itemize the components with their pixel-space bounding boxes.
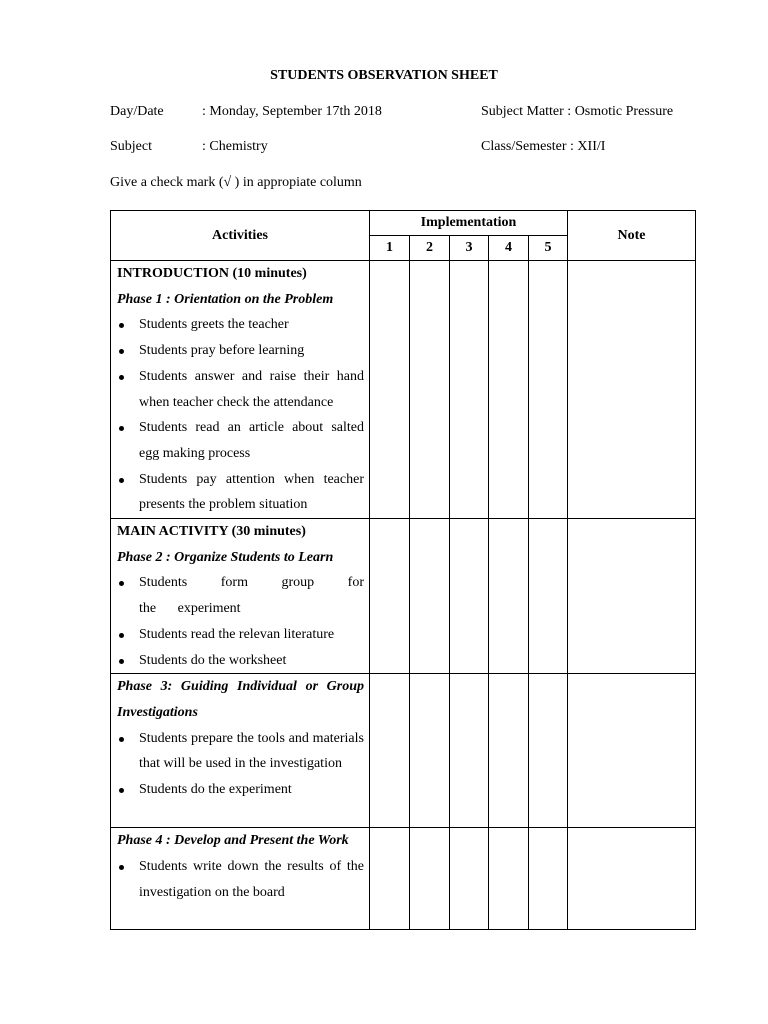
list-item: Students do the experiment xyxy=(117,777,364,803)
list-item: Students read an article about salted egg making process xyxy=(117,415,364,466)
list-item: Students do the worksheet xyxy=(117,648,364,674)
note-cell[interactable] xyxy=(568,674,696,828)
check-cell[interactable] xyxy=(489,261,529,519)
score-header-1: 1 xyxy=(370,236,410,261)
observation-table xyxy=(110,210,696,930)
activity-cell xyxy=(111,828,370,930)
check-cell[interactable] xyxy=(450,519,489,674)
check-cell[interactable] xyxy=(450,828,489,930)
activity-cell xyxy=(111,261,370,519)
activity-list xyxy=(117,854,364,905)
class-semester: Class/Semester : XII/I xyxy=(481,139,606,154)
list-item: Students read the relevan literature xyxy=(117,622,364,648)
table-row xyxy=(111,828,696,930)
phase-title: Phase 4 : Develop and Present the Work xyxy=(117,833,349,849)
phase-title: Phase 3: Guiding Individual or Group Investigations xyxy=(117,679,364,720)
header-note: Note xyxy=(568,211,696,261)
check-cell[interactable] xyxy=(410,828,450,930)
check-cell[interactable] xyxy=(370,828,410,930)
check-cell[interactable] xyxy=(529,828,568,930)
check-cell[interactable] xyxy=(450,674,489,828)
phase-title: Phase 2 : Organize Students to Learn xyxy=(117,549,334,565)
subject-label: Subject xyxy=(110,139,152,154)
note-cell[interactable] xyxy=(568,828,696,930)
activity-cell xyxy=(111,674,370,828)
score-header-3: 3 xyxy=(450,236,489,261)
check-cell[interactable] xyxy=(450,261,489,519)
score-header-4: 4 xyxy=(489,236,529,261)
instruction-text: Give a check mark (√ ) in appropiate column xyxy=(110,175,362,190)
day-date-value: : Monday, September 17th 2018 xyxy=(202,104,382,119)
check-cell[interactable] xyxy=(410,261,450,519)
note-cell[interactable] xyxy=(568,519,696,674)
check-cell[interactable] xyxy=(489,674,529,828)
header-implementation: Implementation xyxy=(370,211,568,236)
check-cell[interactable] xyxy=(410,519,450,674)
section-heading: INTRODUCTION (10 minutes) xyxy=(117,266,307,281)
phase-title: Phase 1 : Orientation on the Problem xyxy=(117,291,334,307)
score-header-5: 5 xyxy=(529,236,568,261)
check-cell[interactable] xyxy=(529,674,568,828)
list-item: Students prepare the tools and materials that will be used in the investigation xyxy=(117,726,364,777)
subject-value: : Chemistry xyxy=(202,139,268,154)
check-cell[interactable] xyxy=(410,674,450,828)
activity-cell xyxy=(111,519,370,674)
list-item: Students answer and raise their hand when teacher check the attendance xyxy=(117,364,364,415)
check-cell[interactable] xyxy=(370,519,410,674)
list-item: Students pay attention when teacher presents the problem situation xyxy=(117,467,364,518)
header-activities: Activities xyxy=(111,211,370,261)
check-cell[interactable] xyxy=(529,261,568,519)
list-item: Students greets the teacher xyxy=(117,312,364,338)
list-item: Students write down the results of the investigation on the board xyxy=(117,854,364,905)
check-cell[interactable] xyxy=(370,674,410,828)
note-cell[interactable] xyxy=(568,261,696,519)
table-row xyxy=(111,674,696,828)
check-cell[interactable] xyxy=(489,519,529,674)
check-cell[interactable] xyxy=(489,828,529,930)
activity-list xyxy=(117,726,364,803)
activity-list xyxy=(117,312,364,518)
list-item: Students pray before learning xyxy=(117,338,364,364)
activity-list xyxy=(117,570,364,673)
table-row xyxy=(111,261,696,519)
score-header-2: 2 xyxy=(410,236,450,261)
section-heading: MAIN ACTIVITY (30 minutes) xyxy=(117,524,306,540)
table-row xyxy=(111,519,696,674)
document-title: STUDENTS OBSERVATION SHEET xyxy=(270,68,498,83)
list-item: Students form group for the experiment xyxy=(117,570,364,621)
day-date-label: Day/Date xyxy=(110,104,164,119)
check-cell[interactable] xyxy=(529,519,568,674)
subject-matter: Subject Matter : Osmotic Pressure xyxy=(481,104,674,119)
check-cell[interactable] xyxy=(370,261,410,519)
